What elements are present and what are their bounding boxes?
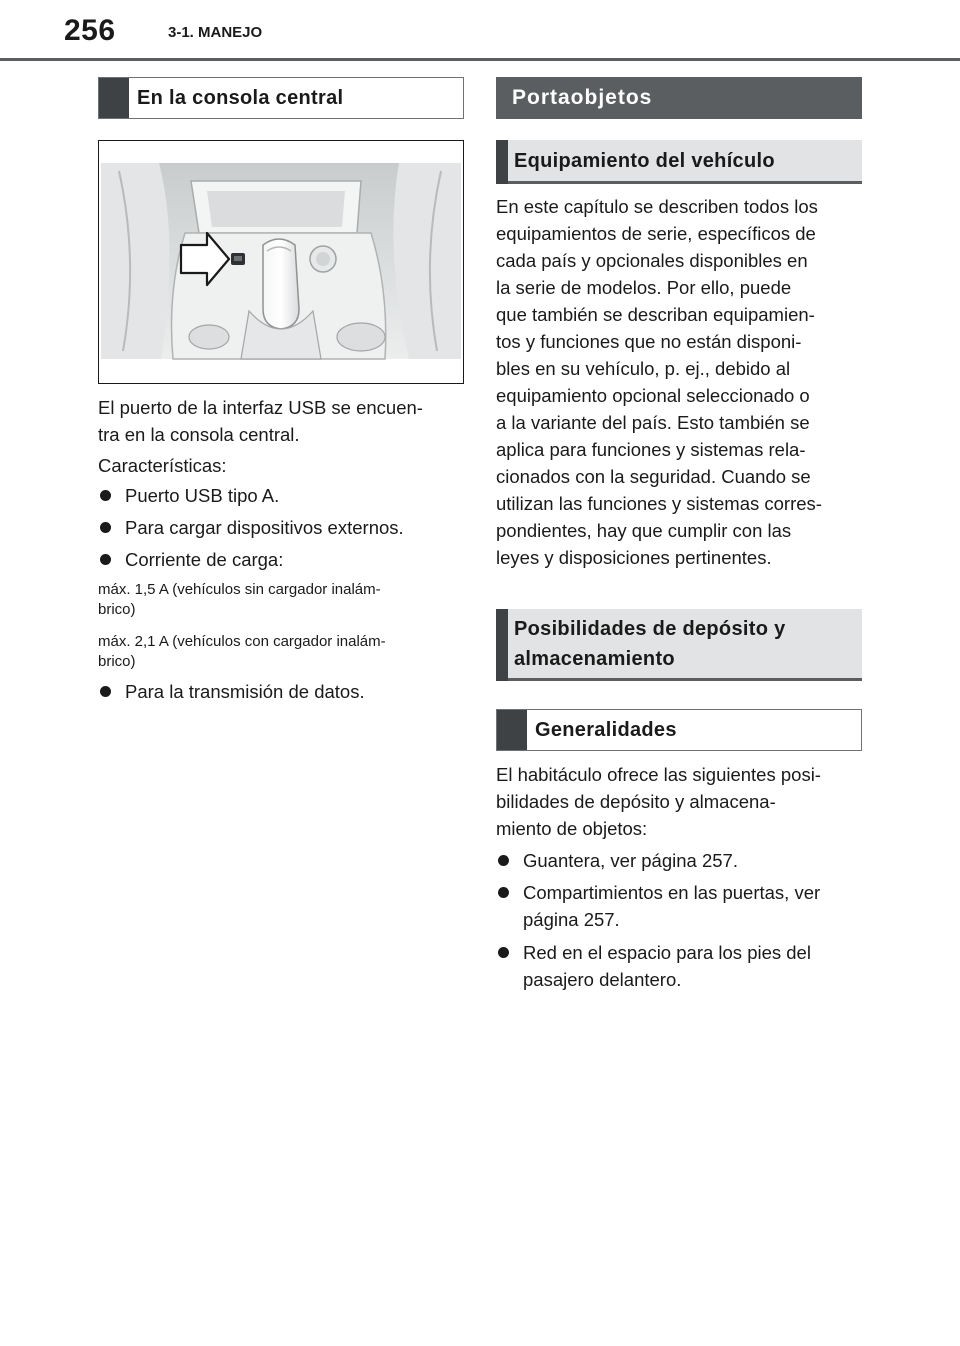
usb-intro-text: El puerto de la interfaz USB se encuen- tra en la consola central. (98, 397, 423, 445)
bullet-dot-icon (498, 947, 509, 958)
heading-bar (99, 78, 129, 118)
list-item (496, 879, 862, 935)
equipment-paragraph: En este capítulo se describen todos los equipamientos de serie, específicos de cada país y opcionales disponibles en la serie de modelos. Por ello, puede que también se describan equipamien- tos y funciones que no están disponi- bles en su vehículo, p. ej., debido al equipamiento opcional seleccionado o a la variante del país. Esto también se aplica para funciones y sistemas rela- cionados con la seguridad. Cuando se utilizan las funciones y sistemas corres- pondientes, hay que cumplir con las leyes y disposiciones pertinentes. (496, 196, 822, 568)
page-number: 256 (64, 14, 116, 47)
list-item-text: Corriente de carga: (125, 549, 284, 570)
list-item-text: Puerto USB tipo A. (125, 485, 280, 506)
subheading-equipment (496, 140, 862, 184)
bullet-dot-icon (100, 686, 111, 697)
heading-text: Generalidades (535, 718, 677, 741)
storage-intro-paragraph: El habitáculo ofrece las siguientes posi- bilidades de depósito y almacena- miento de objetos: (496, 764, 821, 839)
bullet-dot-icon (498, 855, 509, 866)
list-item (496, 939, 862, 995)
usb-port-illustration (98, 140, 464, 384)
page-header (0, 0, 960, 62)
current-note: máx. 1,5 A (vehículos sin cargador inalám- brico) (98, 581, 381, 618)
bullet-dot-icon (100, 490, 111, 501)
current-note: máx. 2,1 A (vehículos con cargador inalám- brico) (98, 633, 386, 670)
heading-generalities (496, 709, 862, 751)
heading-text: En la consola central (137, 86, 344, 109)
bullet-dot-icon (498, 887, 509, 898)
section-title-portaobjetos (496, 77, 862, 119)
heading-bar (497, 710, 527, 750)
list-item-text: Guantera, ver página 257. (523, 850, 738, 871)
chapter-title: 3-1. MANEJO (168, 24, 263, 41)
usb-port-arrow-illustration (99, 141, 463, 383)
heading-center-console (98, 77, 464, 119)
list-item-text: Compartimientos en las puertas, ver página 257. (523, 882, 821, 930)
list-item-text: Para la transmisión de datos. (125, 681, 365, 702)
subheading-storage (496, 609, 862, 681)
subheading-text: Equipamiento del vehículo (514, 149, 775, 172)
list-item-text: Para cargar dispositivos externos. (125, 517, 404, 538)
list-item-text: Red en el espacio para los pies del pasajero delantero. (523, 942, 811, 990)
features-label: Características: (98, 455, 227, 476)
heading-bar (496, 609, 508, 681)
section-title-text: Portaobjetos (512, 86, 653, 109)
subheading-text: Posibilidades de depósito y almacenamiento (514, 617, 786, 670)
heading-bar (496, 140, 508, 184)
header-rule (0, 58, 960, 61)
bullet-dot-icon (100, 522, 111, 533)
bullet-dot-icon (100, 554, 111, 565)
